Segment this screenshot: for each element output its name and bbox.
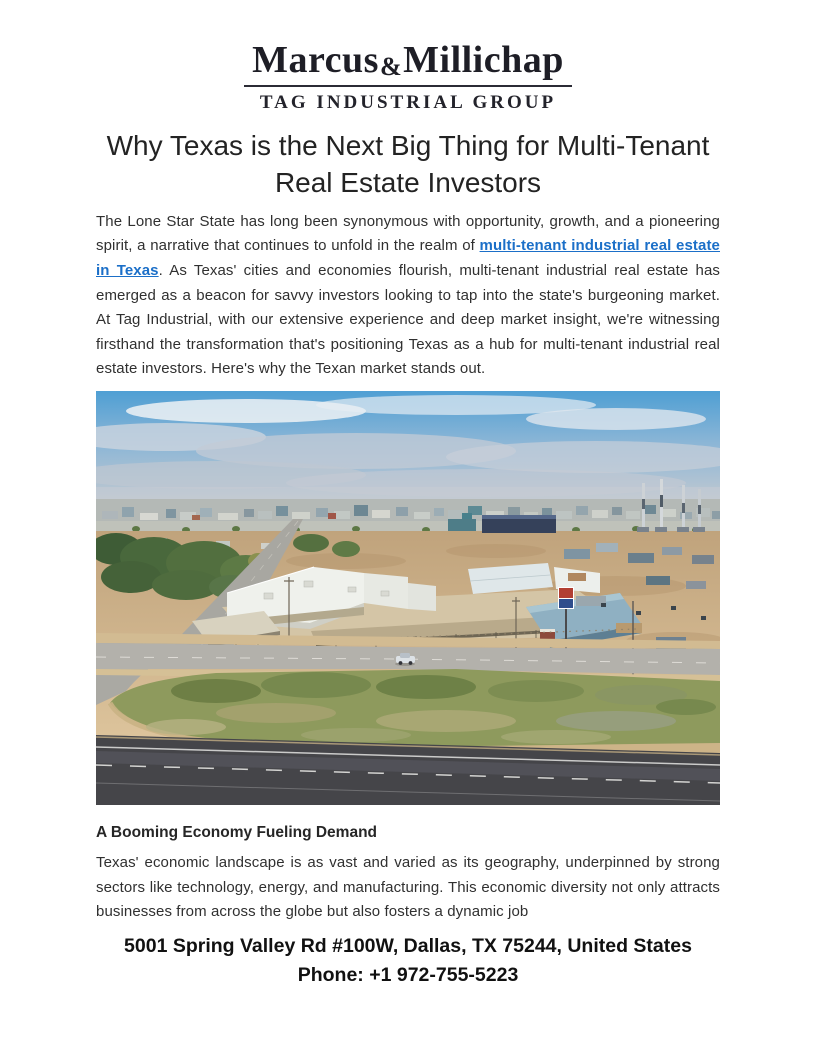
page-title-line2: Real Estate Investors xyxy=(274,166,542,198)
aerial-property-photo xyxy=(96,391,720,805)
multi-tenant-texas-link[interactable]: multi-tenant industrial real estate in Texas xyxy=(96,237,720,279)
page-title-line1: Why Texas is the Next Big Thing for Multi-Tenant xyxy=(106,129,710,161)
logo-ampersand: & xyxy=(379,52,403,81)
footer-phone: Phone: +1 972-755-5223 xyxy=(297,963,519,986)
page-footer xyxy=(96,931,720,990)
aerial-photo-illustration xyxy=(96,391,720,805)
intro-text-after-link: . As Texas' cities and economies flourish, multi-tenant industrial real estate has emerged as a beacon for savvy investors looking to tap into the state's burgeoning market. At Tag Industrial, with our extensive experience and deep market insight, we're witnessing firsthand the transformation that's positioning Texas as a hub for multi-tenant industrial real estate investors. Here's why the Texan market stands out. xyxy=(96,261,720,378)
grass-median xyxy=(110,669,720,749)
footer-address: 5001 Spring Valley Rd #100W, Dallas, TX 75244, United States xyxy=(124,934,692,957)
distant-city-skyline xyxy=(96,499,720,535)
logo-marcus: Marcus xyxy=(252,39,379,81)
section-paragraph: Texas' economic landscape is as vast and varied as its geography, underpinned by strong sectors like technology, energy, and manufacturing. This economic diversity not only attracts businesses from across the globe but also fosters a dynamic job xyxy=(96,853,720,921)
logo-subtitle: TAG INDUSTRIAL GROUP xyxy=(259,91,557,113)
intro-text-before-link: The Lone Star State has long been synonymous with opportunity, growth, and a pioneering spirit, a narrative that continues to unfold in the realm of xyxy=(96,212,720,255)
logo-millichap: Millichap xyxy=(403,39,564,81)
logo-wordmark xyxy=(252,40,564,82)
section-heading-booming-economy: A Booming Economy Fueling Demand xyxy=(96,823,378,841)
intro-paragraph xyxy=(96,210,720,382)
logo-underline xyxy=(244,85,572,87)
logo xyxy=(96,40,720,114)
page-title xyxy=(96,127,720,201)
